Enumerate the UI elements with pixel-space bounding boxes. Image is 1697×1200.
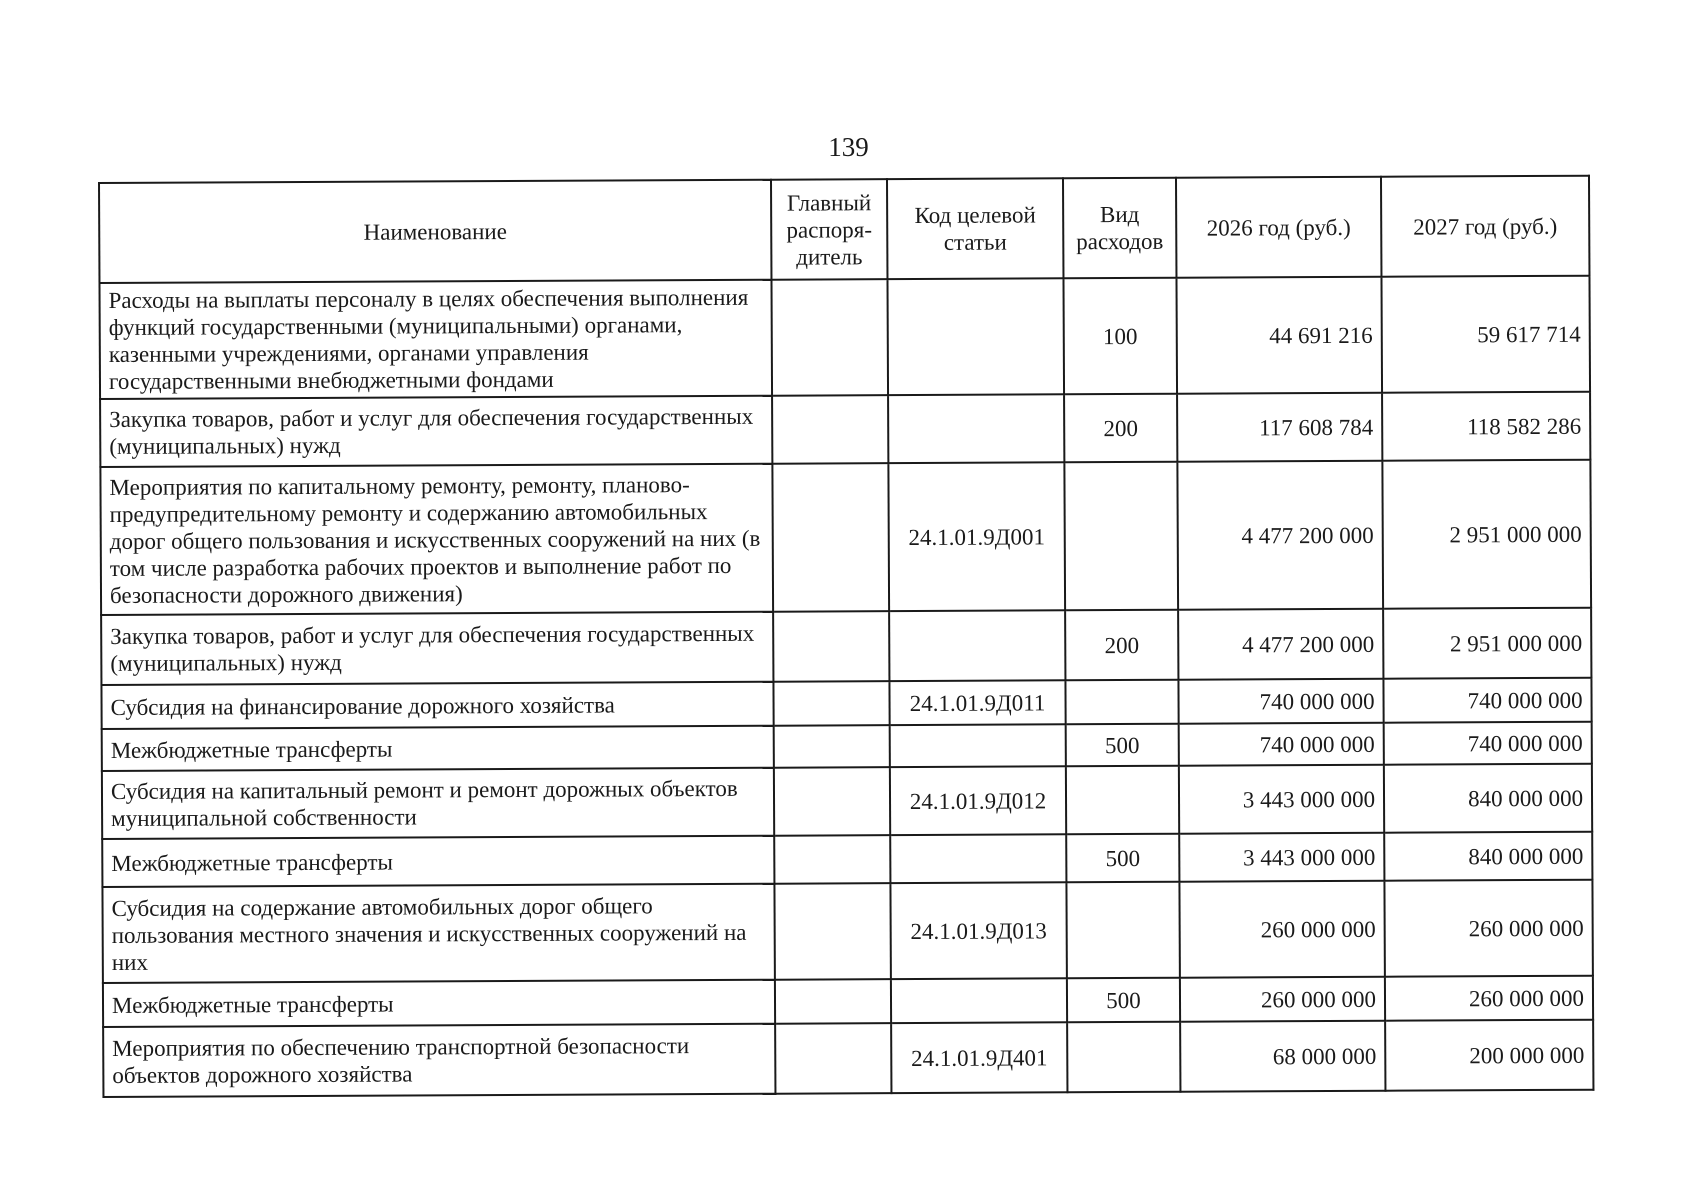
row-name: Субсидия на финансирование дорожного хозяйства xyxy=(101,682,773,729)
row-manager xyxy=(772,463,889,612)
row-code: 24.1.01.9Д401 xyxy=(891,1022,1067,1093)
row-code: 24.1.01.9Д001 xyxy=(888,462,1065,611)
row-kind: 500 xyxy=(1066,834,1179,883)
table-row xyxy=(102,764,1592,839)
table-row xyxy=(102,880,1592,983)
header-kind: Вид расходов xyxy=(1063,178,1176,279)
table-row xyxy=(103,976,1593,1027)
row-2027: 118 582 286 xyxy=(1382,392,1590,461)
row-kind xyxy=(1066,766,1179,835)
row-2027: 840 000 000 xyxy=(1384,832,1592,881)
row-manager xyxy=(775,979,891,1024)
row-2027: 2 951 000 000 xyxy=(1383,608,1591,679)
row-manager xyxy=(774,835,890,884)
header-name: Наименование xyxy=(99,180,771,283)
row-code xyxy=(888,394,1064,463)
row-2026: 740 000 000 xyxy=(1179,723,1384,766)
row-2027: 260 000 000 xyxy=(1385,976,1593,1021)
row-code xyxy=(887,278,1064,395)
row-code: 24.1.01.9Д013 xyxy=(890,882,1066,979)
row-code xyxy=(891,978,1067,1023)
row-name: Закупка товаров, работ и услуг для обеспечения государственных (муниципальных) нужд xyxy=(101,612,773,685)
row-2027: 740 000 000 xyxy=(1384,722,1592,765)
row-kind xyxy=(1066,882,1179,979)
row-2027: 260 000 000 xyxy=(1384,880,1592,977)
row-manager xyxy=(773,611,889,682)
table-row xyxy=(103,1020,1593,1097)
row-manager xyxy=(773,681,889,726)
header-code: Код целевой статьи xyxy=(887,178,1063,279)
row-name: Мероприятия по капитальному ремонту, ремонту, планово-предупредительному ремонту и содержанию автомобильных дорог общего пользования и искусственных сооружений на них (в том числе разработка рабочих проектов и выполнение работ по безопасности дорожного движения) xyxy=(100,464,773,615)
row-manager xyxy=(774,725,890,768)
table-row xyxy=(100,392,1590,467)
row-name: Расходы на выплаты персоналу в целях обеспечения выполнения функций государственными (муниципальными) органами, казенными учреждениями, органами управления государственными внебюджетными фондами xyxy=(99,280,772,399)
row-manager xyxy=(772,395,888,464)
header-manager: Главный распоря-дитель xyxy=(771,179,887,280)
row-name: Межбюджетные трансферты xyxy=(102,836,774,887)
row-manager xyxy=(771,279,888,396)
row-code xyxy=(890,724,1066,767)
row-2027: 740 000 000 xyxy=(1383,678,1591,723)
row-manager xyxy=(775,1023,891,1094)
row-2026: 3 443 000 000 xyxy=(1179,765,1384,834)
table-row xyxy=(102,722,1592,771)
row-2026: 4 477 200 000 xyxy=(1177,461,1383,610)
row-kind xyxy=(1065,680,1178,725)
row-2027: 2 951 000 000 xyxy=(1382,460,1591,609)
row-kind: 500 xyxy=(1066,724,1179,767)
table-row xyxy=(100,460,1591,615)
table-row xyxy=(101,608,1591,685)
row-2026: 44 691 216 xyxy=(1176,277,1382,394)
header-2026: 2026 год (руб.) xyxy=(1176,177,1381,278)
row-kind: 500 xyxy=(1067,978,1180,1023)
row-2027: 200 000 000 xyxy=(1385,1020,1593,1091)
row-code xyxy=(889,610,1065,681)
table-row xyxy=(102,832,1592,887)
row-name: Межбюджетные трансферты xyxy=(103,980,775,1027)
row-2026: 4 477 200 000 xyxy=(1178,609,1383,680)
row-2026: 117 608 784 xyxy=(1177,393,1382,462)
row-name: Субсидия на капитальный ремонт и ремонт дорожных объектов муниципальной собственности xyxy=(102,768,774,839)
row-code: 24.1.01.9Д012 xyxy=(890,766,1066,835)
row-kind: 100 xyxy=(1063,278,1177,395)
row-2026: 3 443 000 000 xyxy=(1179,833,1384,882)
row-2027: 840 000 000 xyxy=(1384,764,1592,833)
table-row xyxy=(101,678,1591,729)
table-row xyxy=(99,276,1590,399)
row-2026: 68 000 000 xyxy=(1180,1021,1385,1092)
row-name: Субсидия на содержание автомобильных дорог общего пользования местного значения и искусственных сооружений на них xyxy=(102,884,774,983)
row-kind xyxy=(1064,462,1178,611)
row-code: 24.1.01.9Д011 xyxy=(889,680,1065,725)
row-2027: 59 617 714 xyxy=(1381,276,1590,393)
row-manager xyxy=(774,883,890,980)
header-2027: 2027 год (руб.) xyxy=(1381,176,1589,277)
row-2026: 260 000 000 xyxy=(1180,977,1385,1022)
page-number: 139 xyxy=(828,132,869,162)
row-name: Мероприятия по обеспечению транспортной безопасности объектов дорожного хозяйства xyxy=(103,1024,775,1097)
row-manager xyxy=(774,767,890,836)
budget-table xyxy=(98,175,1594,1098)
row-name: Межбюджетные трансферты xyxy=(102,726,774,771)
row-kind xyxy=(1067,1022,1180,1093)
row-code xyxy=(890,834,1066,883)
row-kind: 200 xyxy=(1064,394,1177,463)
row-2026: 260 000 000 xyxy=(1179,881,1384,978)
row-name: Закупка товаров, работ и услуг для обеспечения государственных (муниципальных) нужд xyxy=(100,396,772,467)
row-2026: 740 000 000 xyxy=(1178,679,1383,724)
row-kind: 200 xyxy=(1065,610,1178,681)
table-header-row xyxy=(99,176,1589,283)
